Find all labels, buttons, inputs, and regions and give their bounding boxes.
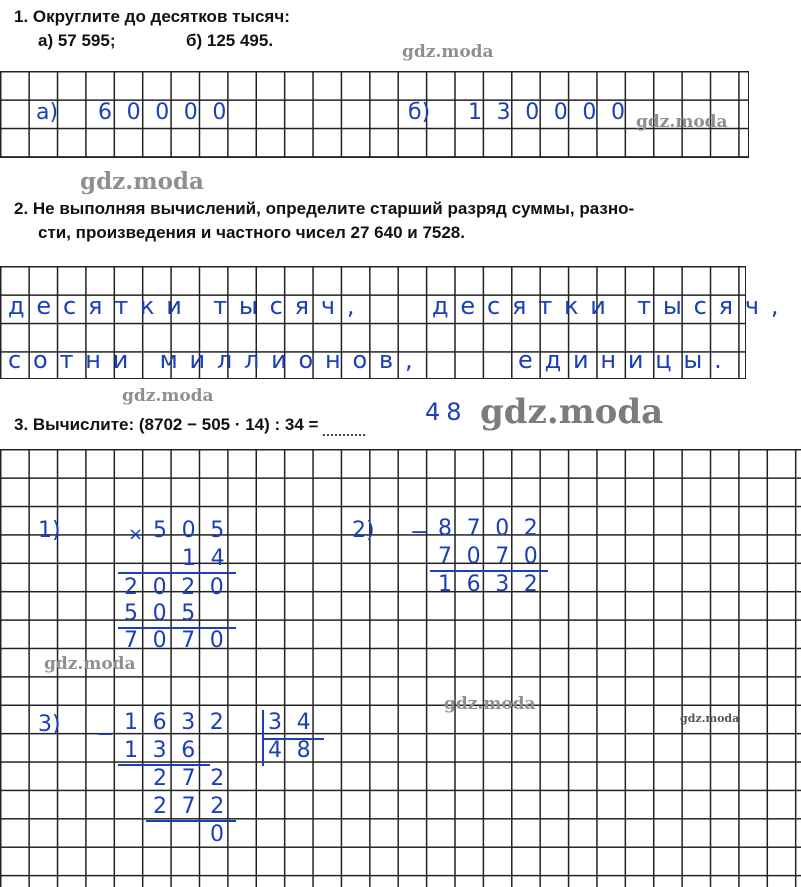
step1-label: 1) [38, 518, 61, 543]
task2-answer-sum: десятки тысяч, [8, 292, 367, 320]
step3-sub1: 136 [124, 738, 210, 763]
watermark-logo: gdz.moda [80, 168, 204, 195]
step3-quotient: 48 [268, 738, 326, 763]
step2-sign: − [410, 520, 429, 545]
step1-partial2: 505 [124, 601, 210, 626]
step2-minuend: 8702 [438, 516, 553, 541]
step3-divisor: 34 [268, 710, 326, 735]
task3-prompt [14, 414, 365, 436]
step3-sub2: 272 [153, 794, 239, 819]
task3-answer-blank [323, 415, 365, 436]
watermark-logo: gdz.moda [480, 392, 664, 432]
task1-option-a: а) 57 595; [38, 31, 116, 50]
task1-option-b: б) 125 495. [186, 31, 274, 50]
task2-line1: 2. Не выполняя вычислений, определите старший разряд суммы, разно- [14, 199, 635, 218]
step3-remainder: 0 [210, 822, 239, 847]
task1-line1: 1. Округлите до десятков тысяч: [14, 7, 290, 26]
task3-expression: 3. Вычислите: (8702 − 505 · 14) : 34 = [14, 415, 319, 434]
watermark-logo: gdz.moda [44, 654, 136, 674]
task2-line2: сти, произведения и частного чисел 27 640 и 7528. [38, 223, 465, 242]
step2-subtrahend: 7070 [438, 544, 553, 569]
step3-label: 3) [38, 712, 61, 737]
step1-sign: × [128, 524, 144, 545]
task2-answer-quotient: единицы. [518, 346, 734, 374]
task1-answer-a-label: а) [36, 100, 59, 125]
watermark-logo: gdz.moda [636, 112, 728, 132]
step3-dividend: 1632 [124, 710, 239, 735]
step3-sign: − [96, 722, 115, 747]
step2-label: 2) [352, 518, 375, 543]
step1-result: 7070 [124, 628, 239, 653]
watermark-logo: gdz.moda [402, 42, 494, 62]
task1-answer-b-label: б) [408, 100, 431, 125]
step1-line1 [118, 572, 236, 574]
task3-answer: 48 [425, 398, 468, 426]
watermark-logo: gdz.moda [122, 386, 214, 406]
step1-multiplicand: 505 [153, 518, 239, 543]
task2-answer-product: сотни миллионов, [8, 346, 425, 374]
watermark-logo: gdz.moda [680, 712, 740, 725]
task2-answer-difference: десятки тысяч, [432, 292, 791, 320]
watermark-logo: gdz.moda [444, 694, 536, 714]
step1-partial1: 2020 [124, 575, 239, 600]
step3-rem1: 272 [153, 766, 239, 791]
step1-multiplier: 14 [182, 546, 240, 571]
task1-answer-b-value: 130000 [468, 100, 640, 125]
step2-result: 1632 [438, 572, 553, 597]
task1-answer-a-value: 60000 [98, 100, 241, 125]
